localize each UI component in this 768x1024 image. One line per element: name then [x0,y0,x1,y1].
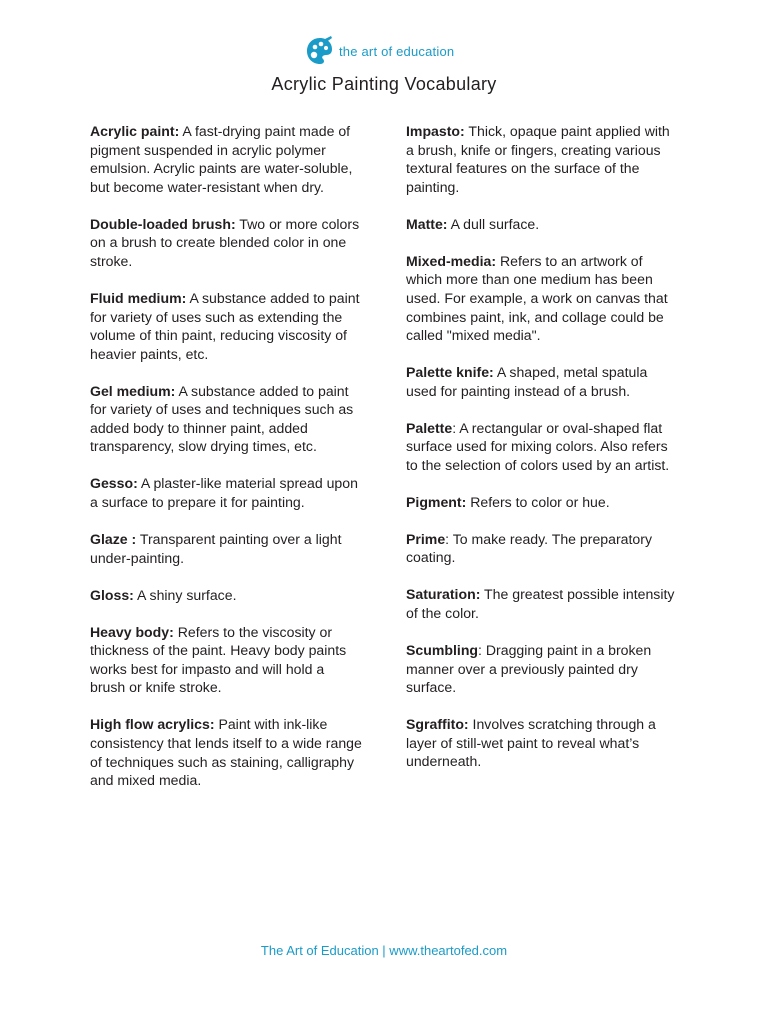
vocabulary-definition: A dull surface. [447,215,540,232]
vocabulary-definition: : A rectangular or oval-shaped flat surface used for mixing colors. Also refers to the selection of colors used by an artist. [406,419,670,473]
vocabulary-term: Palette knife: [406,364,494,381]
vocabulary-definition: A substance added to paint for variety of uses and techniques such as added body to thinner paint, added transparency, slow drying times, etc. [90,382,354,455]
vocabulary-term: Gesso: [90,475,138,492]
vocabulary-definition: : To make ready. The preparatory coating. [406,530,652,566]
vocabulary-entry [406,585,678,622]
vocabulary-term: Palette [406,419,453,436]
vocabulary-left-column [90,122,362,808]
vocabulary-term: Pigment: [406,493,467,510]
vocabulary-entry [90,586,362,605]
vocabulary-term: Heavy body: [90,623,174,640]
vocabulary-entry [406,493,678,512]
vocabulary-term: Sgraffito: [406,716,469,733]
vocabulary-entry [406,363,678,400]
vocabulary-definition: Refers to color or hue. [466,493,610,510]
vocabulary-term: Double-loaded brush: [90,215,236,232]
vocabulary-definition: Involves scratching through a layer of still-wet paint to reveal what’s underneath. [406,716,656,770]
vocabulary-entry [406,215,678,234]
palette-logo-icon [306,36,333,66]
vocabulary-definition: : Dragging paint in a broken manner over a previously painted dry surface. [406,642,652,696]
vocabulary-term: Gel medium: [90,382,176,399]
vocabulary-term: Mixed-media: [406,252,497,269]
vocabulary-term: Glaze : [90,531,137,548]
vocabulary-definition: Paint with ink-like consistency that lends itself to a wide range of techniques such as staining, calligraphy and mixed media. [90,716,362,789]
vocabulary-term: Gloss: [90,586,134,603]
vocabulary-entry [406,715,678,771]
vocabulary-definition: A plaster-like material spread upon a surface to prepare it for painting. [90,475,358,511]
vocabulary-definition: Refers to an artwork of which more than one medium has been used. For example, a work on canvas that combines paint, ink, and collage could be called "mixed media". [406,252,668,344]
brand-logo [306,36,454,66]
vocabulary-entry [90,530,362,567]
vocabulary-entry [90,122,362,196]
vocabulary-entry [90,474,362,511]
logo-text: the art of education [339,43,455,59]
vocabulary-term: High flow acrylics: [90,716,215,733]
vocabulary-entry [90,289,362,363]
vocabulary-definition: A shaped, metal spatula used for painting instead of a brush. [406,364,648,399]
vocabulary-definition: Transparent painting over a light under-painting. [90,531,342,566]
vocabulary-entry [90,382,362,456]
vocabulary-entry [90,215,362,271]
vocabulary-definition: Two or more colors on a brush to create blended color in one stroke. [90,215,360,269]
vocabulary-term: Matte: [406,215,448,232]
vocabulary-definition: A fast-drying paint made of pigment suspended in acrylic polymer emulsion. Acrylic paints are water-soluble, but become water-resistant when dry. [90,123,353,195]
vocabulary-entry [406,122,678,196]
vocabulary-term: Saturation: [406,586,481,603]
vocabulary-term: Impasto: [406,123,465,139]
vocabulary-definition: A shiny surface. [133,586,237,603]
vocabulary-entry [406,530,678,567]
vocabulary-entry [90,715,362,789]
vocabulary-entry [406,252,678,345]
vocabulary-entry [406,641,678,697]
vocabulary-definition: Thick, opaque paint applied with a brush, knife or fingers, creating various textural features on the surface of the painting. [406,123,670,195]
vocabulary-definition: Refers to the viscosity or thickness of the paint. Heavy body paints works best for impasto and will hold a brush or knife stroke. [90,623,347,696]
vocabulary-entry [90,623,362,697]
page-title: Acrylic Painting Vocabulary [271,74,497,94]
vocabulary-term: Acrylic paint: [90,123,180,139]
page-footer: The Art of Education | www.theartofed.com [260,943,508,958]
vocabulary-right-column [406,122,678,789]
vocabulary-term: Scumbling [406,642,479,658]
vocabulary-term: Fluid medium: [90,289,187,306]
vocabulary-definition: A substance added to paint for variety of uses such as extending the volume of thin paint, reducing viscosity of heavier paints, etc. [90,289,360,362]
vocabulary-definition: The greatest possible intensity of the color. [406,586,675,622]
vocabulary-entry [406,419,678,475]
vocabulary-term: Prime [406,530,446,547]
